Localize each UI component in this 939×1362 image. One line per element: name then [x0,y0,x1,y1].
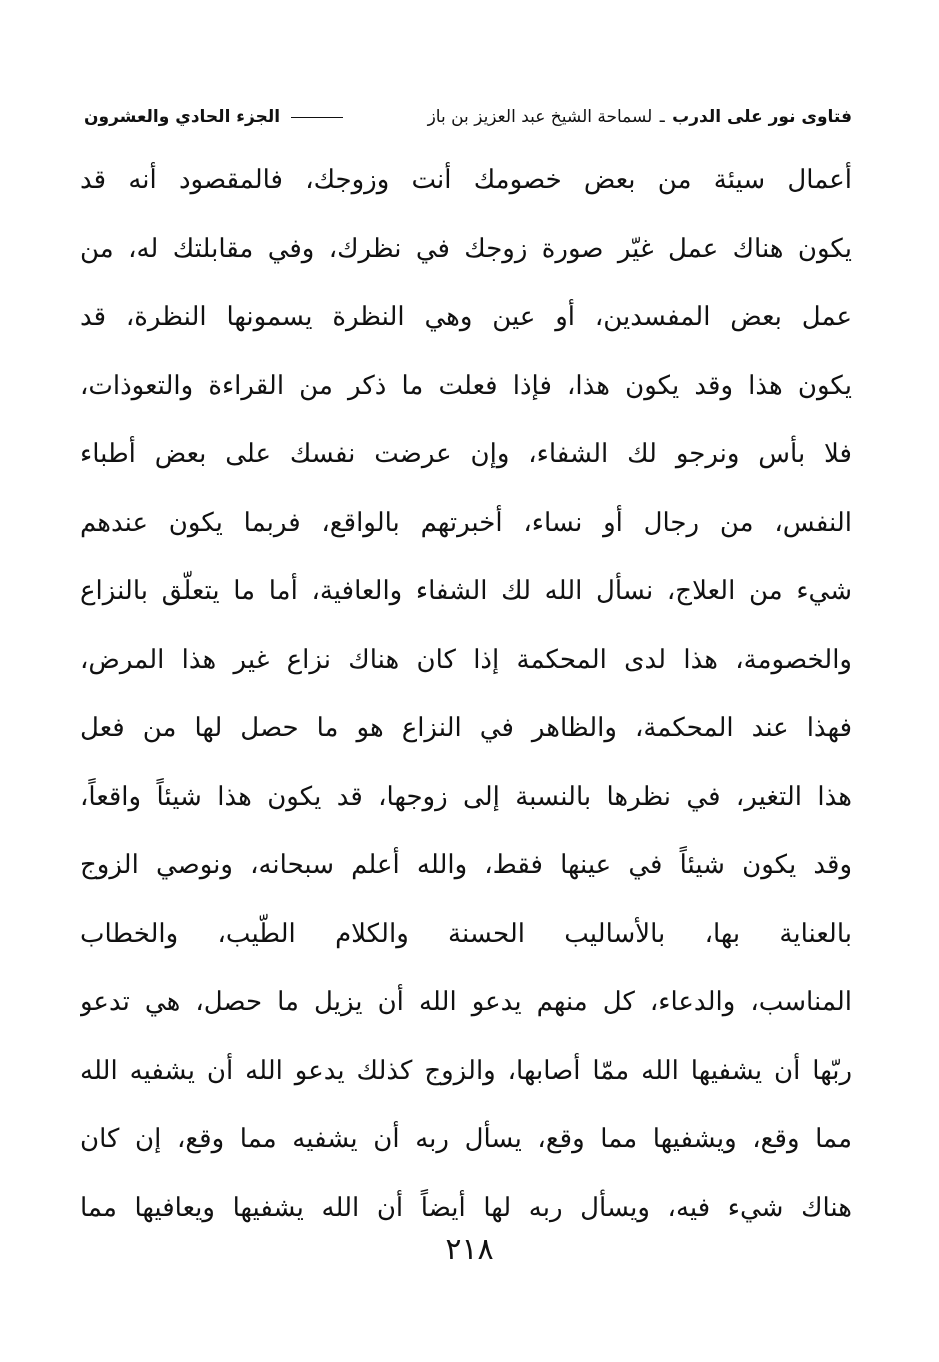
author-name: لسماحة الشيخ عبد العزيز بن باز [427,107,653,127]
text-line: شيء من العلاج، نسأل الله لك الشفاء والعافية، أما ما يتعلّق بالنزاع [80,576,852,606]
text-line: مما وقع، ويشفيها مما وقع، يسأل ربه أن يشفيه مما وقع، إن كان [80,1124,852,1154]
text-line: وقد يكون شيئاً في عينها فقط، والله أعلم سبحانه، ونوصي الزوج [80,850,852,880]
header-separator: ـ [659,107,665,127]
fatwa-body-text [80,146,852,1242]
text-line: والخصومة، هذا لدى المحكمة إذا كان هناك نزاع غير هذا المرض، [80,644,852,675]
text-line: هناك شيء فيه، ويسأل ربه لها أيضاً أن الله يشفيها ويعافيها مما [80,1192,852,1223]
text-line: أعمال سيئة من بعض خصومك أنت وزوجك، فالمقصود أنه قد [80,165,852,195]
volume-label: الجزء الحادي والعشرون [84,107,281,127]
header-rule [291,117,343,118]
header-right-group [84,107,349,127]
text-line: عمل بعض المفسدين، أو عين وهي النظرة يسمونها النظرة، قد [80,302,852,332]
text-line: فهذا عند المحكمة، والظاهر في النزاع هو ما حصل لها من فعل [80,713,852,743]
text-line: النفس، من رجال أو نساء، أخبرتهم بالواقع، فربما يكون عندهم [80,507,852,538]
header-left-group [428,107,852,127]
text-line: ربّها أن يشفيها الله ممّا أصابها، والزوج كذلك يدعو الله أن يشفيه الله [80,1055,852,1086]
page-number: ٢١٨ [445,1232,494,1267]
text-line: فلا بأس ونرجو لك الشفاء، وإن عرضت نفسك على بعض أطباء [80,439,852,469]
running-header [84,101,852,133]
text-line: هذا التغير، في نظرها بالنسبة إلى زوجها، قد يكون هذا شيئاً واقعاً، [80,781,852,812]
text-line: المناسب، والدعاء، كل منهم يدعو الله أن يزيل ما حصل، هي تدعو [80,987,852,1017]
text-line: بالعناية بها، بالأساليب الحسنة والكلام الطّيب، والخطاب [80,918,852,949]
book-title: فتاوى نور على الدرب [672,107,852,127]
text-line: يكون هناك عمل غيّر صورة زوجك في نظرك، وفي مقابلتك له، من [80,233,852,264]
text-line: يكون هذا وقد يكون هذا، فإذا فعلت ما ذكر من القراءة والتعوذات، [80,370,852,401]
